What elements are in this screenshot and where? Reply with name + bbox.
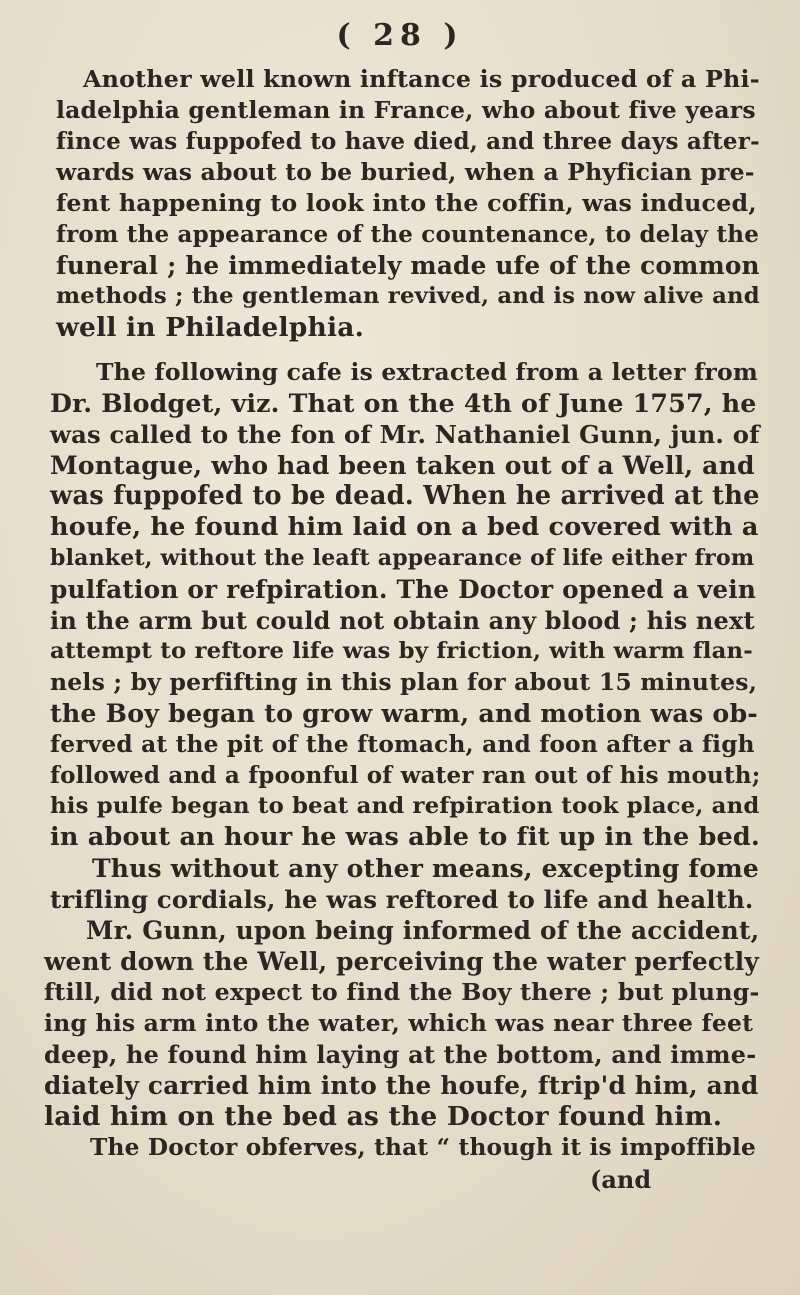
text-line: trifling cordials, he was reftored to life and health. bbox=[50, 885, 754, 914]
text-line: houfe, he found him laid on a bed covered with a bbox=[50, 512, 759, 542]
text-line: Montague, who had been taken out of a Well, and bbox=[50, 451, 755, 480]
text-line: ferved at the pit of the ftomach, and foon after a figh bbox=[50, 731, 755, 758]
text-line: went down the Well, perceiving the water perfectly bbox=[44, 947, 759, 976]
text-line: ing his arm into the water, which was near three feet bbox=[44, 1009, 754, 1037]
page-number: ( 28 ) bbox=[336, 18, 464, 53]
text-line: blanket, without the leaft appearance of life either from bbox=[50, 545, 755, 571]
catchword: (and bbox=[590, 1165, 652, 1194]
text-line: was called to the fon of Mr. Nathaniel Gunn, jun. of bbox=[50, 420, 760, 449]
text-line: The following cafe is extracted from a letter from bbox=[96, 358, 758, 386]
text-line: Thus without any other means, excepting fome bbox=[92, 854, 759, 883]
text-line: well in Philadelphia. bbox=[56, 312, 365, 343]
text-line: from the appearance of the countenance, to delay the bbox=[56, 221, 760, 248]
text-line: methods ; the gentleman revived, and is now alive and bbox=[56, 283, 760, 309]
text-line: attempt to reftore life was by friction, with warm flan- bbox=[50, 638, 753, 664]
text-line: The Doctor obferves, that “ though it is impoffible bbox=[90, 1134, 757, 1161]
text-line: deep, he found him laying at the bottom, and imme- bbox=[44, 1040, 757, 1069]
text-line: funeral ; he immediately made ufe of the common bbox=[56, 251, 760, 280]
text-line: Another well known inftance is produced of a Phi- bbox=[83, 65, 760, 93]
text-line: the Boy began to grow warm, and motion was ob- bbox=[50, 698, 758, 728]
text-line: his pulfe began to beat and refpiration took place, and bbox=[50, 793, 760, 819]
text-line: nels ; by perfifting in this plan for about 15 minutes, bbox=[50, 668, 758, 696]
text-line: ftill, did not expect to find the Boy there ; but plung- bbox=[44, 978, 760, 1006]
text-line: Mr. Gunn, upon being informed of the accident, bbox=[86, 916, 760, 945]
text-line: pulfation or refpiration. The Doctor opened a vein bbox=[50, 575, 757, 604]
text-line: laid him on the bed as the Doctor found him. bbox=[44, 1101, 723, 1132]
text-line: Dr. Blodget, viz. That on the 4th of June 1757, he bbox=[50, 388, 757, 418]
text-line: was fuppofed to be dead. When he arrived at the bbox=[50, 481, 760, 511]
text-line: in about an hour he was able to fit up in the bed. bbox=[50, 822, 761, 852]
text-line: ladelphia gentleman in France, who about five years bbox=[56, 96, 756, 124]
text-line: fent happening to look into the coffin, was induced, bbox=[56, 189, 757, 217]
text-line: diately carried him into the houfe, ftrip'd him, and bbox=[44, 1071, 759, 1100]
text-line: followed and a fpoonful of water ran out of his mouth; bbox=[50, 762, 761, 789]
text-line: wards was about to be buried, when a Phyfician pre- bbox=[56, 158, 755, 186]
text-line: in the arm but could not obtain any blood ; his next bbox=[50, 606, 755, 635]
text-line: fince was fuppofed to have died, and three days after- bbox=[56, 128, 760, 155]
